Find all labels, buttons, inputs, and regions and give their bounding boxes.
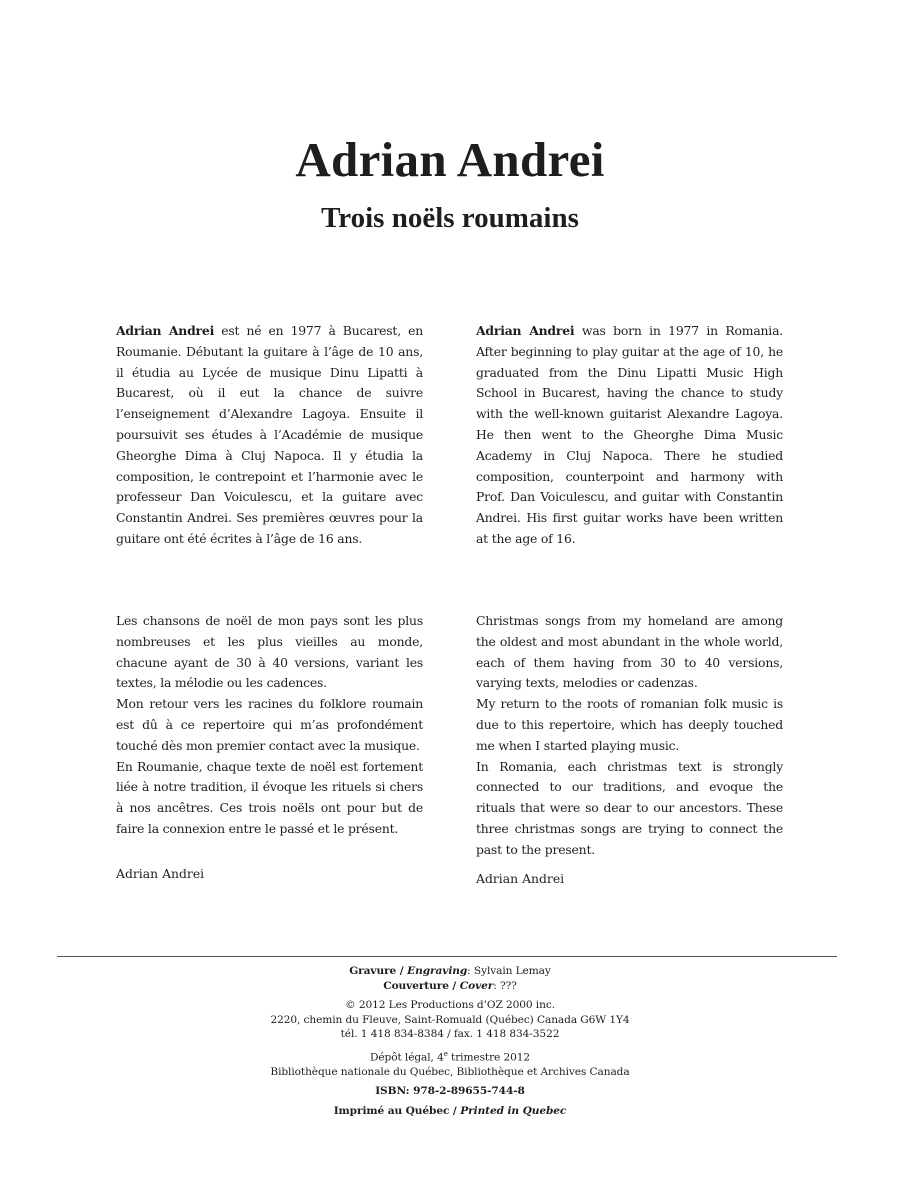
bio-french-name: Adrian Andrei bbox=[116, 323, 215, 338]
note-english-paragraph: Christmas songs from my homeland are among the oldest and most abundant in the whole world, each of them having from 30 to 40 versions, varying texts, melodies or cadenzas. bbox=[476, 613, 783, 691]
note-english-paragraph: My return to the roots of romanian folk music is due to this repertoire, which has deeply touched me when I started playing music. bbox=[476, 696, 783, 753]
printed-fr: Imprimé au Québec / bbox=[333, 1104, 461, 1117]
note-english bbox=[476, 611, 783, 861]
cover-value: : ??? bbox=[493, 979, 517, 992]
bio-english-name: Adrian Andrei bbox=[476, 323, 575, 338]
note-french bbox=[116, 611, 423, 840]
engraving-value: : Sylvain Lemay bbox=[467, 965, 551, 977]
cover-label: Couverture / bbox=[383, 979, 460, 992]
engraving-credit bbox=[0, 964, 900, 979]
bio-english-text: was born in 1977 in Romania. After beginning to play guitar at the age of 10, he graduated from the Dinu Lipatti Music High School in Bucarest, having the chance to study with the well-known guitarist Alexandre Lagoya. He then went to the Gheorghe Dima Music Academy in Cluj Napoca. There he studied composition, counterpoint and harmony with Prof. Dan Voiculescu, and guitar with Constantin Andrei. His first guitar works have been written at the age of 16. bbox=[476, 323, 784, 546]
note-french-signature: Adrian Andrei bbox=[116, 866, 205, 881]
bio-french-text: est né en 1977 à Bucarest, en Roumanie. Débutant la guitare à l’âge de 10 ans, il étudia au Lycée de musique Dinu Lipatti à Bucarest, où il eut la chance de suivre l’enseignement d’Alexandre Lagoya. Ensuite il poursuivit ses études à l’Académie de musique Gheorghe Dima à Cluj Napoca. Il y étudia la composition, le contrepoint et l’harmonie avec le professeur Dan Voiculescu, et la guitare avec Constantin Andrei. Ses premières œuvres pour la guitare ont été écrites à l’âge de 16 ans. bbox=[116, 323, 423, 546]
note-french-paragraph: En Roumanie, chaque texte de noël est fortement liée à notre tradition, il évoque les rituels si chers à nos ancêtres. Ces trois noëls ont pour but de faire la connexion entre le passé et le présent. bbox=[116, 758, 423, 836]
legal-deposit-sup: e bbox=[443, 1049, 448, 1058]
cover-credit bbox=[0, 979, 900, 994]
copyright: © 2012 Les Productions d’OZ 2000 inc. bbox=[345, 999, 555, 1011]
credits-divider bbox=[57, 956, 837, 957]
bio-french bbox=[116, 321, 423, 550]
note-english-paragraph: In Romania, each christmas text is strongly connected to our traditions, and evoque the rituals that were so dear to our ancestors. These three christmas songs are trying to connect the past to the present. bbox=[476, 758, 783, 857]
publisher-address: 2220, chemin du Fleuve, Saint-Romuald (Québec) Canada G6W 1Y4 bbox=[270, 1013, 630, 1026]
legal-deposit bbox=[0, 1047, 900, 1065]
note-english-signature: Adrian Andrei bbox=[476, 871, 565, 886]
legal-deposit-prefix: Dépôt légal, 4 bbox=[369, 1051, 444, 1064]
printed-en: Printed in Quebec bbox=[460, 1104, 567, 1117]
credits-block bbox=[0, 964, 900, 1118]
bio-english bbox=[476, 321, 783, 550]
engraving-label-en: Engraving bbox=[407, 965, 468, 977]
libraries: Bibliothèque nationale du Québec, Bibliothèque et Archives Canada bbox=[270, 1065, 630, 1078]
note-french-paragraph: Mon retour vers les racines du folklore roumain est dû à ce repertoire qui m’as profondément touché dès mon premier contact avec la musique. bbox=[116, 696, 423, 753]
printed-in bbox=[0, 1104, 900, 1119]
cover-label-en: Cover bbox=[459, 979, 494, 992]
publisher-phone: tél. 1 418 834-8384 / fax. 1 418 834-3522 bbox=[340, 1028, 560, 1040]
isbn: ISBN: 978-2-89655-744-8 bbox=[375, 1085, 525, 1098]
note-french-paragraph: Les chansons de noël de mon pays sont les plus nombreuses et les plus vieilles au monde, chacune ayant de 30 à 40 versions, variant les textes, la mélodie ou les cadences. bbox=[116, 613, 423, 691]
page-title: Adrian Andrei bbox=[295, 132, 605, 187]
engraving-label: Gravure / bbox=[349, 965, 408, 977]
legal-deposit-suffix: trimestre 2012 bbox=[447, 1051, 531, 1064]
page-subtitle: Trois noëls roumains bbox=[321, 202, 579, 234]
